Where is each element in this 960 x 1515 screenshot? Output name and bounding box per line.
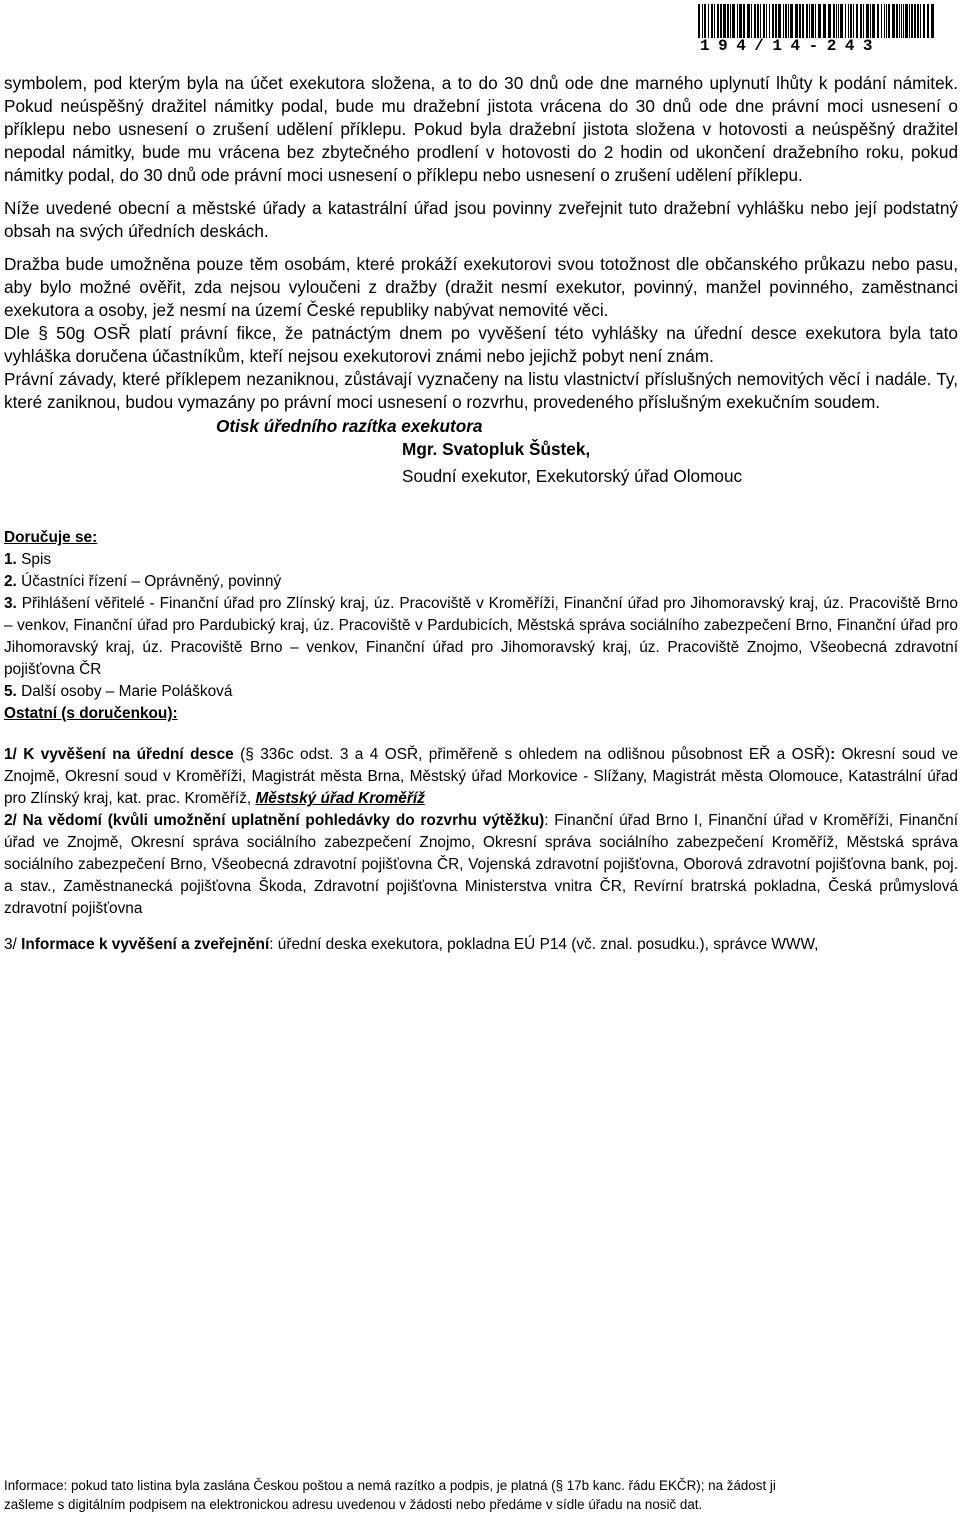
signature-role: Soudní exekutor, Exekutorský úřad Olomouc bbox=[402, 466, 743, 486]
paragraph-dorazba-osoby: Dražba bude umožněna pouze těm osobám, které prokáží exekutorovi svou totožnost dle občanského průkazu nebo pasu, aby bylo možné ověřit, zda nejsou vyloučeni z dražby (dražit nesmí exekutor, povinný, manžel povinného, zaměstnanci exekutora a osoby, jež nesmí na území České republiky nabývat nemovité věci. bbox=[4, 254, 958, 320]
delivery-item-1 bbox=[4, 549, 958, 571]
other-section-3 bbox=[4, 934, 958, 956]
delivery-item-5 bbox=[4, 681, 958, 703]
other-section-3-text: : úřední deska exekutora, pokladna EÚ P14 (vč. znal. posudku.), správce WWW, bbox=[269, 936, 819, 953]
delivery-item-3 bbox=[4, 593, 958, 681]
paragraph-jistota: symbolem, pod kterým byla na účet exekutora složena, a to do 30 dnů ode dne marného uplynutí lhůty k podání námitek. Pokud neúspěšný dražitel námitky podal, bude mu dražební jistota vrácena do 30 dnů ode dne právní moci usnesení o příklepu nebo usnesení o zrušení udělení příklepu. Pokud byla dražební jistota složena v hotovosti a neúspěšný dražitel nepodal námitky, bude mu vrácena bez zbytečného prodlení v hotovosti do 2 hodin od ukončení dražebního roku, pokud námitky podal, do 30 dnů ode právní moci usnesení o příklepu nebo usnesení o zrušení udělení příklepu. bbox=[4, 73, 958, 185]
barcode bbox=[698, 4, 936, 38]
stamp-placeholder: Otisk úředního razítka exekutora bbox=[216, 416, 483, 436]
other-heading: Ostatní (s doručenkou): bbox=[4, 705, 178, 722]
delivery-item-3-text: Přihlášení věřitelé - Finanční úřad pro Zlínský kraj, úz. Pracoviště v Kroměříži, Finanční úřad pro Jihomoravský kraj, úz. Pracoviště Brno – venkov, Finanční úřad pro Pardubický kraj, úz. Pracoviště v Pardubicích, Městská správa sociálního zabezpečení Brno, Finanční úřad pro Jihomoravský kraj, úz. Pracoviště Brno – venkov, Finanční úřad pro Jihomoravský kraj, úz. Pracoviště Znojmo, Všeobecná zdravotní pojišťovna ČR bbox=[4, 595, 958, 678]
delivery-item-2 bbox=[4, 571, 958, 593]
delivery-item-1-text: Spis bbox=[16, 551, 52, 568]
delivery-item-5-num: 5. bbox=[4, 683, 17, 700]
other-section-1 bbox=[4, 744, 958, 810]
delivery-section bbox=[4, 527, 958, 956]
other-section-2-recipients: : Finanční úřad Brno I, Finanční úřad v Kroměříži, Finanční úřad ve Znojmě, Okresní správa sociálního zabezpečení Znojmo, Okresní správa sociálního zabezpečení Kroměříž, Městská správa sociálního zabezpečení Brno, Všeobecná zdravotní pojišťovna ČR, Vojenská zdravotní pojišťovna, Oborová zdravotní pojišťovna bank, poj. a stav., Zaměstnanecká pojišťovna Škoda, Zdravotní pojišťovna Ministerstva vnitra ČR, Revírní bratrská pokladna, Česká průmyslová zdravotní pojišťovna bbox=[4, 812, 958, 917]
other-section-3-label: Informace k vyvěšení a zveřejnění bbox=[21, 936, 270, 953]
delivery-item-1-num: 1. bbox=[4, 551, 17, 568]
other-section-1-highlight: Městský úřad Kroměříž bbox=[255, 790, 425, 807]
signature-name: Mgr. Svatopluk Šůstek, bbox=[402, 439, 591, 459]
delivery-item-2-text: Účastníci řízení – Oprávněný, povinný bbox=[16, 573, 282, 590]
other-section-2-label: 2/ Na vědomí (kvůli umožnění uplatnění pohledávky do rozvrhu výtěžku) bbox=[4, 812, 545, 829]
other-section-1-recipients: Okresní soud ve Znojmě, Okresní soud v Kroměříži, Magistrát města Brna, Městský úřad Morkovice - Slížany, Magistrát města Olomouce, Katastrální úřad pro Zlínský kraj, kat. prac. Kroměříž, bbox=[4, 746, 959, 807]
delivery-item-5-text: Další osoby – Marie Polášková bbox=[16, 683, 233, 700]
paragraph-pravni-fikce: Dle § 50g OSŘ platí právní fikce, že patnáctým dnem po vyvěšení této vyhlášky na úřední desce exekutora byla tato vyhláška doručena účastníkům, kteří nejsou exekutorovi známi nebo jejichž pobyt není znám. bbox=[4, 323, 958, 366]
footer-line-1: Informace: pokud tato listina byla zaslána Českou poštou a nemá razítko a podpis, je platná (§ 17b kanc. řádu EKČR); na žádost ji bbox=[4, 1478, 776, 1493]
other-section-3-num: 3/ bbox=[4, 936, 22, 953]
document-body bbox=[4, 72, 958, 956]
barcode-number: 194/14-243 bbox=[700, 37, 882, 55]
other-section-1-colon: : bbox=[830, 746, 836, 763]
delivery-item-3-num: 3. bbox=[4, 595, 17, 612]
other-section-2 bbox=[4, 810, 958, 920]
paragraph-pravni-zavady: Právní závady, které příklepem nezaniknou, zůstávají vyznačeny na listu vlastnictví příslušných nemovitých věcí i nadále. Ty, které zaniknou, budou vymazány po právní moci usnesení o rozvrhu, provedeného příslušným exekučním soudem. bbox=[4, 369, 958, 412]
footer-note bbox=[4, 1476, 944, 1514]
footer-line-2: zašleme s digitálním podpisem na elektronickou adresu uvedenou v žádosti nebo předáme v sídle úřadu na nosič dat. bbox=[4, 1497, 703, 1512]
other-section-1-label: 1/ K vyvěšení na úřední desce bbox=[4, 746, 234, 763]
delivery-heading: Doručuje se: bbox=[4, 529, 98, 546]
other-section-1-reference: (§ 336c odst. 3 a 4 OSŘ, přiměřeně s ohledem na odlišnou působnost EŘ a OSŘ) bbox=[233, 746, 831, 763]
delivery-item-2-num: 2. bbox=[4, 573, 17, 590]
paragraph-uredni-desky: Níže uvedené obecní a městské úřady a katastrální úřad jsou povinny zveřejnit tuto dražební vyhlášku nebo její podstatný obsah na svých úředních deskách. bbox=[4, 198, 958, 241]
